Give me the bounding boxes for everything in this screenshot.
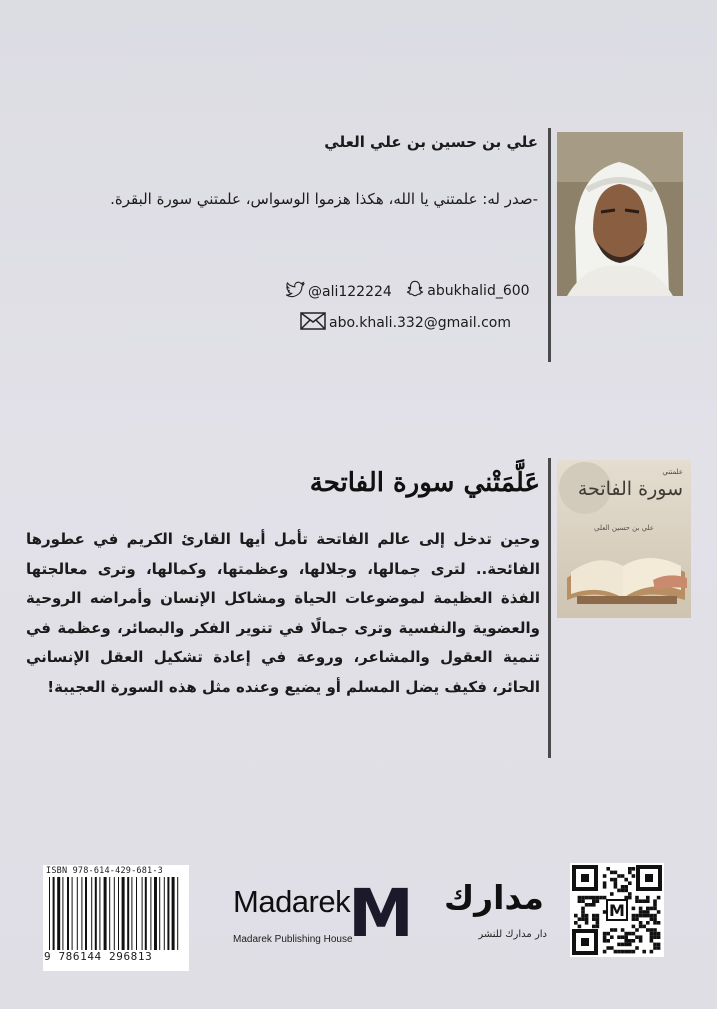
author-published-works: -صدر له: علمتني يا الله، هكذا هزموا الوسواس، علمتني سورة البقرة. <box>110 190 538 208</box>
email-icon <box>300 312 326 334</box>
cover-title: سورة الفاتحة <box>577 478 683 500</box>
qr-code[interactable] <box>570 863 664 957</box>
email-contact[interactable] <box>300 312 540 334</box>
book-cover-thumbnail <box>557 460 691 618</box>
twitter-icon <box>285 282 305 302</box>
snapchat-contact[interactable] <box>406 280 529 302</box>
author-photo <box>557 132 683 296</box>
publisher-name-arabic: مدارك <box>443 878 544 917</box>
cover-author: علي بن حسين العلي <box>594 524 654 532</box>
twitter-contact[interactable] <box>285 282 392 302</box>
book-title: عَلَّمَتْني سورة الفاتحة <box>309 468 540 498</box>
twitter-handle: @ali122224 <box>308 284 392 300</box>
qr-center-logo: M <box>609 901 625 920</box>
cover-series-label: علمتني <box>662 468 683 476</box>
publisher-logo-icon <box>348 875 414 952</box>
isbn-label: ISBN 978-614-429-681-3 <box>46 866 186 876</box>
book-description: وحين تدخل إلى عالم الفاتحة تأمل أيها القارئ الكريم في عطورها الفائحة.. لترى جمالها، وجلالها، وعظمتها، وكمالها، وترى معالجتها الفذة العظيمة لموضوعات الحياة ومشاكل الإنسان وأمراضه الروحية والعضوية والنفسية وترى جمالًا في تنوير الفكر والبصائر، وعظمة في تنمية العقول والمشاعر، وروعة في إعادة تشكيل العقل الإنساني الحائر، فكيف يضل المسلم أو يضيع وعنده مثل هذه السورة العجيبة! <box>26 530 540 696</box>
email-address: abo.khali.332@gmail.com <box>329 315 511 331</box>
barcode-digits: 9 786144 296813 <box>44 950 189 963</box>
snapchat-icon <box>406 280 424 302</box>
snapchat-handle: abukhalid_600 <box>427 283 530 299</box>
publisher-logo-letter: M <box>348 875 414 952</box>
publisher-subtitle-latin: Madarek Publishing House <box>233 934 353 945</box>
publisher-subtitle-arabic: دار مدارك للنشر <box>478 929 547 940</box>
author-name: علي بن حسين بن علي العلي <box>324 133 538 151</box>
author-vertical-rule <box>548 128 551 362</box>
book-vertical-rule <box>548 458 551 758</box>
publisher-name-latin: Madarek <box>233 884 351 919</box>
social-handles <box>285 280 541 302</box>
